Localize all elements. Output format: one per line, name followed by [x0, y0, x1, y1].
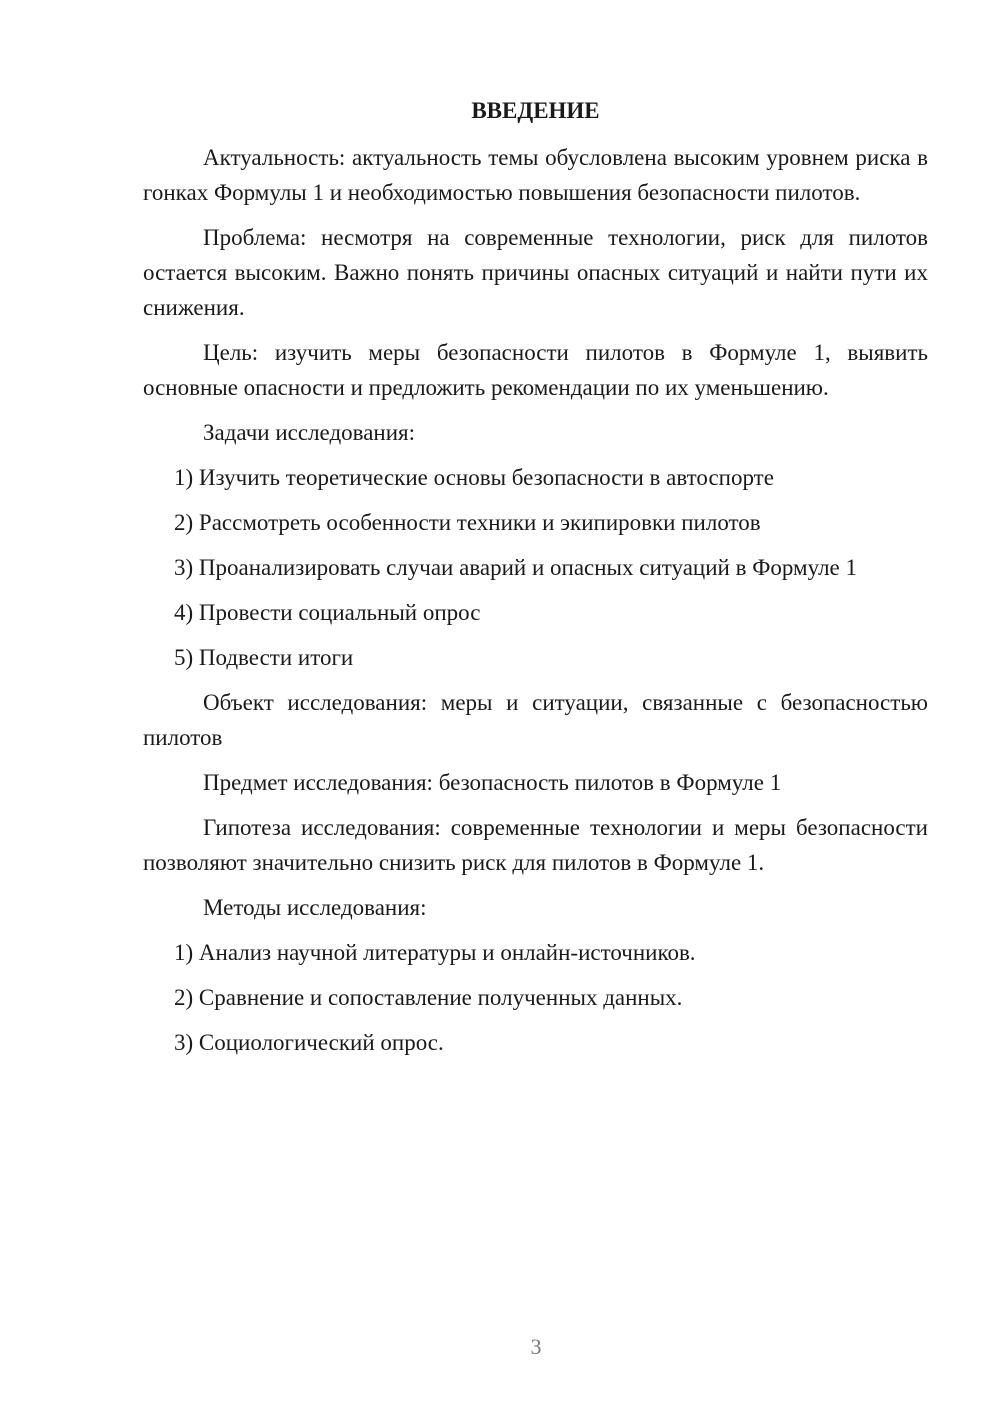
list-item: 4) Провести социальный опрос — [174, 600, 481, 625]
tasks-list — [143, 460, 928, 675]
relevance-paragraph: Актуальность: актуальность темы обусловлена высоким уровнем риска в гонках Формулы 1 и необходимостью повышения безопасности пилотов. — [143, 145, 928, 205]
list-item: 1) Анализ научной литературы и онлайн-источников. — [174, 940, 696, 965]
page-content — [143, 96, 928, 1070]
methods-list — [143, 935, 928, 1060]
list-item: 2) Сравнение и сопоставление полученных данных. — [174, 985, 683, 1010]
subject-paragraph: Предмет исследования: безопасность пилотов в Формуле 1 — [203, 770, 782, 795]
list-item: 5) Подвести итоги — [174, 645, 354, 670]
object-paragraph: Объект исследования: меры и ситуации, связанные с безопасностью пилотов — [143, 690, 928, 750]
page-number: 3 — [530, 1334, 542, 1359]
section-title: ВВЕДЕНИЕ — [471, 98, 600, 123]
goal-paragraph: Цель: изучить меры безопасности пилотов в Формуле 1, выявить основные опасности и предложить рекомендации по их уменьшению. — [143, 340, 928, 400]
tasks-heading: Задачи исследования: — [203, 420, 416, 445]
list-item: 2) Рассмотреть особенности техники и экипировки пилотов — [174, 510, 761, 535]
list-item: 3) Социологический опрос. — [174, 1030, 444, 1055]
hypothesis-paragraph: Гипотеза исследования: современные технологии и меры безопасности позволяют значительно снизить риск для пилотов в Формуле 1. — [143, 815, 928, 875]
list-item: 3) Проанализировать случаи аварий и опасных ситуаций в Формуле 1 — [174, 555, 858, 580]
list-item: 1) Изучить теоретические основы безопасности в автоспорте — [174, 465, 774, 490]
methods-heading: Методы исследования: — [203, 895, 427, 920]
problem-paragraph: Проблема: несмотря на современные технологии, риск для пилотов остается высоким. Важно понять причины опасных ситуаций и найти пути их снижения. — [143, 225, 928, 320]
